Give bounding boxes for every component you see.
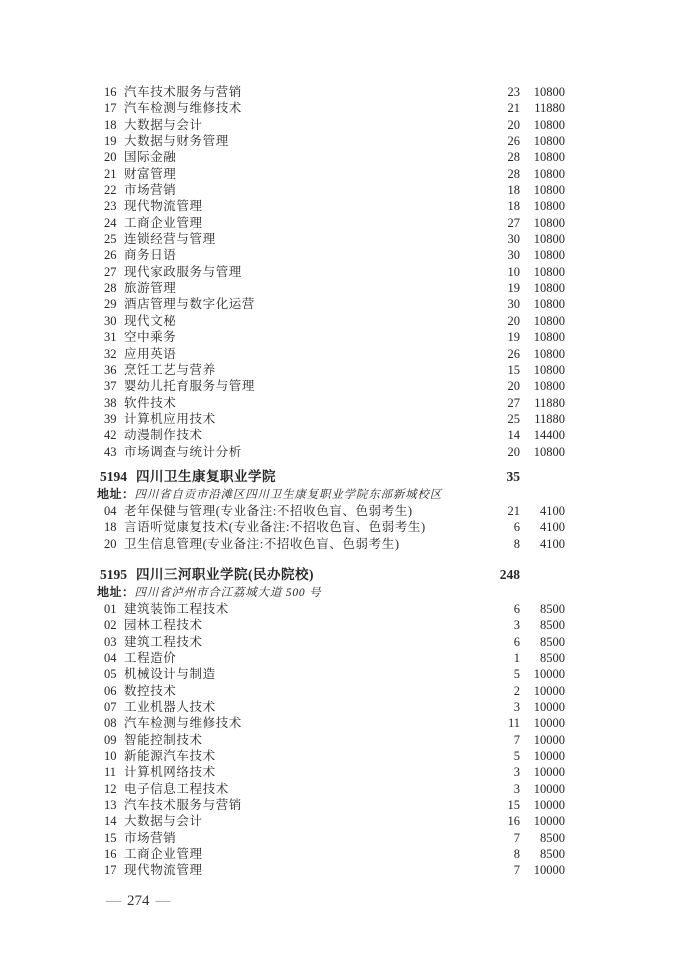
program-tuition-fee: 10800 xyxy=(533,232,565,247)
program-row xyxy=(97,601,565,617)
footer-dash-left: — xyxy=(106,893,121,909)
program-name: 现代文秘 xyxy=(124,313,177,328)
program-row xyxy=(97,444,565,460)
program-plan-count: 30 xyxy=(507,232,520,247)
program-plan-count: 20 xyxy=(507,117,520,132)
program-number: 16 xyxy=(104,847,117,862)
program-name: 数控技术 xyxy=(124,683,177,698)
program-number: 07 xyxy=(104,700,117,714)
program-row xyxy=(97,231,565,247)
program-number: 42 xyxy=(104,428,117,443)
program-row xyxy=(97,395,565,411)
program-plan-count: 28 xyxy=(507,166,520,181)
program-name: 大数据与会计 xyxy=(124,117,203,132)
program-tuition-fee: 4100 xyxy=(540,520,565,535)
program-name: 现代家政服务与管理 xyxy=(124,264,242,279)
program-name: 工商企业管理 xyxy=(124,847,203,862)
continued-program-list xyxy=(97,84,565,460)
address-value: 四川省自贡市沿滩区四川卫生康复职业学院东部新城校区 xyxy=(134,488,443,501)
program-plan-count: 27 xyxy=(507,395,520,410)
program-name: 现代物流管理 xyxy=(124,863,203,878)
program-number: 02 xyxy=(104,618,117,633)
program-row xyxy=(97,748,565,764)
program-tuition-fee: 10000 xyxy=(533,667,565,682)
program-number: 19 xyxy=(104,134,117,149)
program-plan-count: 21 xyxy=(507,101,520,116)
program-number: 05 xyxy=(104,667,117,682)
program-plan-count: 7 xyxy=(513,830,520,845)
program-row xyxy=(97,427,565,443)
program-plan-count: 11 xyxy=(507,716,520,731)
program-plan-count: 5 xyxy=(513,749,520,764)
program-plan-count: 25 xyxy=(507,411,520,426)
program-row xyxy=(97,617,565,633)
program-row xyxy=(97,503,565,519)
program-row xyxy=(97,215,565,231)
program-plan-count: 26 xyxy=(507,346,520,361)
program-name: 机械设计与制造 xyxy=(124,667,216,682)
program-tuition-fee: 8500 xyxy=(540,601,565,616)
program-tuition-fee: 10800 xyxy=(533,313,565,328)
program-number: 13 xyxy=(104,798,117,813)
program-number: 43 xyxy=(104,444,117,459)
program-plan-count: 5 xyxy=(513,667,520,682)
program-name: 电子信息工程技术 xyxy=(124,781,229,796)
program-plan-count: 3 xyxy=(513,765,520,780)
program-tuition-fee: 10800 xyxy=(533,199,565,214)
program-number: 18 xyxy=(104,117,117,132)
program-row xyxy=(97,650,565,666)
section-code: 5194 xyxy=(100,468,127,484)
program-number: 09 xyxy=(104,732,117,747)
program-name: 智能控制技术 xyxy=(124,732,203,747)
program-plan-count: 30 xyxy=(507,297,520,312)
program-tuition-fee: 10800 xyxy=(533,346,565,361)
program-number: 14 xyxy=(104,814,117,829)
program-plan-count: 7 xyxy=(513,863,520,878)
program-row xyxy=(97,830,565,846)
program-row xyxy=(97,666,565,682)
program-number: 27 xyxy=(104,264,117,279)
program-tuition-fee: 10000 xyxy=(533,716,565,731)
program-plan-count: 20 xyxy=(507,379,520,394)
program-number: 08 xyxy=(104,716,117,731)
program-plan-count: 6 xyxy=(513,601,520,616)
program-tuition-fee: 10000 xyxy=(533,781,565,796)
program-row xyxy=(97,411,565,427)
program-row xyxy=(97,133,565,149)
program-number: 31 xyxy=(104,330,117,345)
program-name: 国际金融 xyxy=(124,150,177,165)
program-plan-count: 18 xyxy=(507,183,520,198)
program-name: 酒店管理与数字化运营 xyxy=(124,297,256,312)
program-name: 市场调查与统计分析 xyxy=(124,444,242,459)
program-tuition-fee: 10800 xyxy=(533,444,565,459)
institution-section-5195 xyxy=(97,565,565,879)
program-tuition-fee: 10800 xyxy=(533,379,565,394)
program-number: 10 xyxy=(104,749,117,764)
program-plan-count: 20 xyxy=(507,313,520,328)
address-label: 地址： xyxy=(97,584,135,599)
program-tuition-fee: 10800 xyxy=(533,134,565,149)
program-tuition-fee: 10000 xyxy=(533,814,565,829)
program-name: 计算机应用技术 xyxy=(124,411,216,426)
program-name: 应用英语 xyxy=(124,346,177,361)
program-tuition-fee: 4100 xyxy=(540,503,565,518)
program-tuition-fee: 8500 xyxy=(540,830,565,845)
program-tuition-fee: 10800 xyxy=(533,166,565,181)
program-name: 现代物流管理 xyxy=(124,199,203,214)
program-name: 卫生信息管理(专业备注:不招收色盲、色弱考生) xyxy=(124,536,400,551)
program-tuition-fee: 10800 xyxy=(533,362,565,377)
program-row xyxy=(97,100,565,116)
program-number: 04 xyxy=(104,650,117,665)
address-line xyxy=(97,486,565,503)
program-plan-count: 16 xyxy=(507,814,520,829)
program-name: 汽车技术服务与营销 xyxy=(124,85,242,99)
program-number: 21 xyxy=(104,166,117,181)
program-tuition-fee: 10000 xyxy=(533,749,565,764)
program-name: 工商企业管理 xyxy=(124,215,203,230)
program-number: 06 xyxy=(104,683,117,698)
program-name: 工业机器人技术 xyxy=(124,700,216,714)
program-tuition-fee: 11880 xyxy=(534,101,565,116)
program-tuition-fee: 10000 xyxy=(533,765,565,780)
program-number: 38 xyxy=(104,395,117,410)
program-plan-count: 6 xyxy=(513,634,520,649)
address-line xyxy=(97,584,565,601)
page-footer xyxy=(100,892,177,910)
program-plan-count: 6 xyxy=(513,520,520,535)
program-plan-count: 30 xyxy=(507,248,520,263)
program-name: 汽车检测与维修技术 xyxy=(124,716,242,731)
program-number: 28 xyxy=(104,281,117,296)
program-tuition-fee: 10800 xyxy=(533,117,565,132)
program-name: 建筑工程技术 xyxy=(124,634,203,649)
program-number: 17 xyxy=(104,101,117,116)
program-name: 大数据与财务管理 xyxy=(124,134,229,149)
program-tuition-fee: 10000 xyxy=(533,732,565,747)
program-row xyxy=(97,634,565,650)
program-number: 26 xyxy=(104,248,117,263)
program-name: 计算机网络技术 xyxy=(124,765,216,780)
program-tuition-fee: 11880 xyxy=(534,395,565,410)
program-row xyxy=(97,536,565,552)
admissions-program-table xyxy=(97,84,565,879)
program-number: 37 xyxy=(104,379,117,394)
address-label: 地址： xyxy=(97,486,135,501)
program-plan-count: 3 xyxy=(513,700,520,714)
program-name: 新能源汽车技术 xyxy=(124,749,216,764)
program-number: 25 xyxy=(104,232,117,247)
program-tuition-fee: 4100 xyxy=(540,536,565,551)
program-row xyxy=(97,264,565,280)
program-number: 24 xyxy=(104,215,117,230)
program-name: 婴幼儿托育服务与管理 xyxy=(124,379,256,394)
program-tuition-fee: 10000 xyxy=(533,863,565,878)
program-row xyxy=(97,699,565,715)
program-plan-count: 18 xyxy=(507,199,520,214)
program-plan-count: 3 xyxy=(513,618,520,633)
program-name: 旅游管理 xyxy=(124,281,177,296)
program-plan-count: 23 xyxy=(507,85,520,99)
program-number: 20 xyxy=(104,150,117,165)
program-plan-count: 28 xyxy=(507,150,520,165)
section-name: 四川三河职业学院(民办院校) xyxy=(136,566,314,582)
program-name: 空中乘务 xyxy=(124,330,177,345)
program-number: 23 xyxy=(104,199,117,214)
program-name: 商务日语 xyxy=(124,248,177,263)
program-row xyxy=(97,149,565,165)
program-tuition-fee: 10000 xyxy=(533,683,565,698)
program-row xyxy=(97,797,565,813)
program-plan-count: 19 xyxy=(507,330,520,345)
program-row xyxy=(97,346,565,362)
program-row xyxy=(97,862,565,878)
program-tuition-fee: 10800 xyxy=(533,215,565,230)
program-row xyxy=(97,519,565,535)
program-name: 老年保健与管理(专业备注:不招收色盲、色弱考生) xyxy=(124,503,413,518)
program-number: 17 xyxy=(104,863,117,878)
program-tuition-fee: 8500 xyxy=(540,650,565,665)
footer-dash-right: — xyxy=(155,893,171,909)
program-plan-count: 7 xyxy=(513,732,520,747)
program-number: 12 xyxy=(104,781,117,796)
page-number: 274 xyxy=(127,893,150,909)
program-row xyxy=(97,198,565,214)
program-name: 连锁经营与管理 xyxy=(124,232,216,247)
program-number: 20 xyxy=(104,536,117,551)
program-plan-count: 15 xyxy=(507,362,520,377)
program-tuition-fee: 10800 xyxy=(533,330,565,345)
program-row xyxy=(97,166,565,182)
program-plan-count: 19 xyxy=(507,281,520,296)
program-tuition-fee: 10800 xyxy=(533,297,565,312)
program-tuition-fee: 10800 xyxy=(533,248,565,263)
program-name: 建筑装饰工程技术 xyxy=(124,601,229,616)
program-plan-count: 1 xyxy=(513,650,520,665)
program-tuition-fee: 10800 xyxy=(533,85,565,99)
program-plan-count: 8 xyxy=(513,847,520,862)
program-row xyxy=(97,296,565,312)
program-row xyxy=(97,247,565,263)
program-number: 16 xyxy=(104,85,117,99)
program-plan-count: 10 xyxy=(507,264,520,279)
program-number: 03 xyxy=(104,634,117,649)
program-row xyxy=(97,362,565,378)
program-tuition-fee: 11880 xyxy=(534,411,565,426)
section-header xyxy=(97,467,565,486)
program-number: 36 xyxy=(104,362,117,377)
program-row xyxy=(97,84,565,100)
program-number: 30 xyxy=(104,313,117,328)
section-header xyxy=(97,565,565,584)
section-total: 248 xyxy=(499,566,520,582)
program-name: 汽车技术服务与营销 xyxy=(124,798,242,813)
program-plan-count: 3 xyxy=(513,781,520,796)
program-number: 22 xyxy=(104,183,117,198)
program-name: 市场营销 xyxy=(124,183,177,198)
section-name: 四川卫生康复职业学院 xyxy=(136,468,276,484)
program-number: 04 xyxy=(104,503,117,518)
program-row xyxy=(97,715,565,731)
program-row xyxy=(97,280,565,296)
program-number: 29 xyxy=(104,297,117,312)
program-name: 大数据与会计 xyxy=(124,814,203,829)
section-code: 5195 xyxy=(100,566,127,582)
program-row xyxy=(97,329,565,345)
program-tuition-fee: 8500 xyxy=(540,847,565,862)
program-number: 32 xyxy=(104,346,117,361)
program-row xyxy=(97,683,565,699)
program-row xyxy=(97,117,565,133)
program-name: 市场营销 xyxy=(124,830,177,845)
program-row xyxy=(97,846,565,862)
program-tuition-fee: 10000 xyxy=(533,700,565,714)
program-plan-count: 15 xyxy=(507,798,520,813)
program-number: 18 xyxy=(104,520,117,535)
program-plan-count: 26 xyxy=(507,134,520,149)
program-row xyxy=(97,764,565,780)
program-tuition-fee: 10800 xyxy=(533,281,565,296)
program-tuition-fee: 10800 xyxy=(533,150,565,165)
program-row xyxy=(97,732,565,748)
program-name: 软件技术 xyxy=(124,395,177,410)
program-row xyxy=(97,781,565,797)
program-row xyxy=(97,813,565,829)
program-name: 财富管理 xyxy=(124,166,177,181)
program-plan-count: 14 xyxy=(507,428,520,443)
program-tuition-fee: 10000 xyxy=(533,798,565,813)
program-name: 言语听觉康复技术(专业备注:不招收色盲、色弱考生) xyxy=(124,520,426,535)
program-plan-count: 21 xyxy=(507,503,520,518)
program-plan-count: 20 xyxy=(507,444,520,459)
program-row xyxy=(97,182,565,198)
program-number: 11 xyxy=(104,765,117,780)
program-tuition-fee: 10800 xyxy=(533,183,565,198)
program-plan-count: 8 xyxy=(513,536,520,551)
program-number: 15 xyxy=(104,830,117,845)
program-name: 园林工程技术 xyxy=(124,618,203,633)
program-plan-count: 2 xyxy=(513,683,520,698)
program-tuition-fee: 14400 xyxy=(533,428,565,443)
institution-section-5194 xyxy=(97,467,565,552)
program-name: 烹饪工艺与营养 xyxy=(124,362,216,377)
address-value: 四川省泸州市合江荔城大道 500 号 xyxy=(134,586,322,599)
program-number: 01 xyxy=(104,601,117,616)
program-name: 汽车检测与维修技术 xyxy=(124,101,242,116)
program-name: 工程造价 xyxy=(124,650,177,665)
program-plan-count: 27 xyxy=(507,215,520,230)
program-row xyxy=(97,313,565,329)
program-tuition-fee: 10800 xyxy=(533,264,565,279)
program-row xyxy=(97,378,565,394)
program-tuition-fee: 8500 xyxy=(540,634,565,649)
program-name: 动漫制作技术 xyxy=(124,428,203,443)
program-tuition-fee: 8500 xyxy=(540,618,565,633)
program-number: 39 xyxy=(104,411,117,426)
section-total: 35 xyxy=(506,468,520,484)
